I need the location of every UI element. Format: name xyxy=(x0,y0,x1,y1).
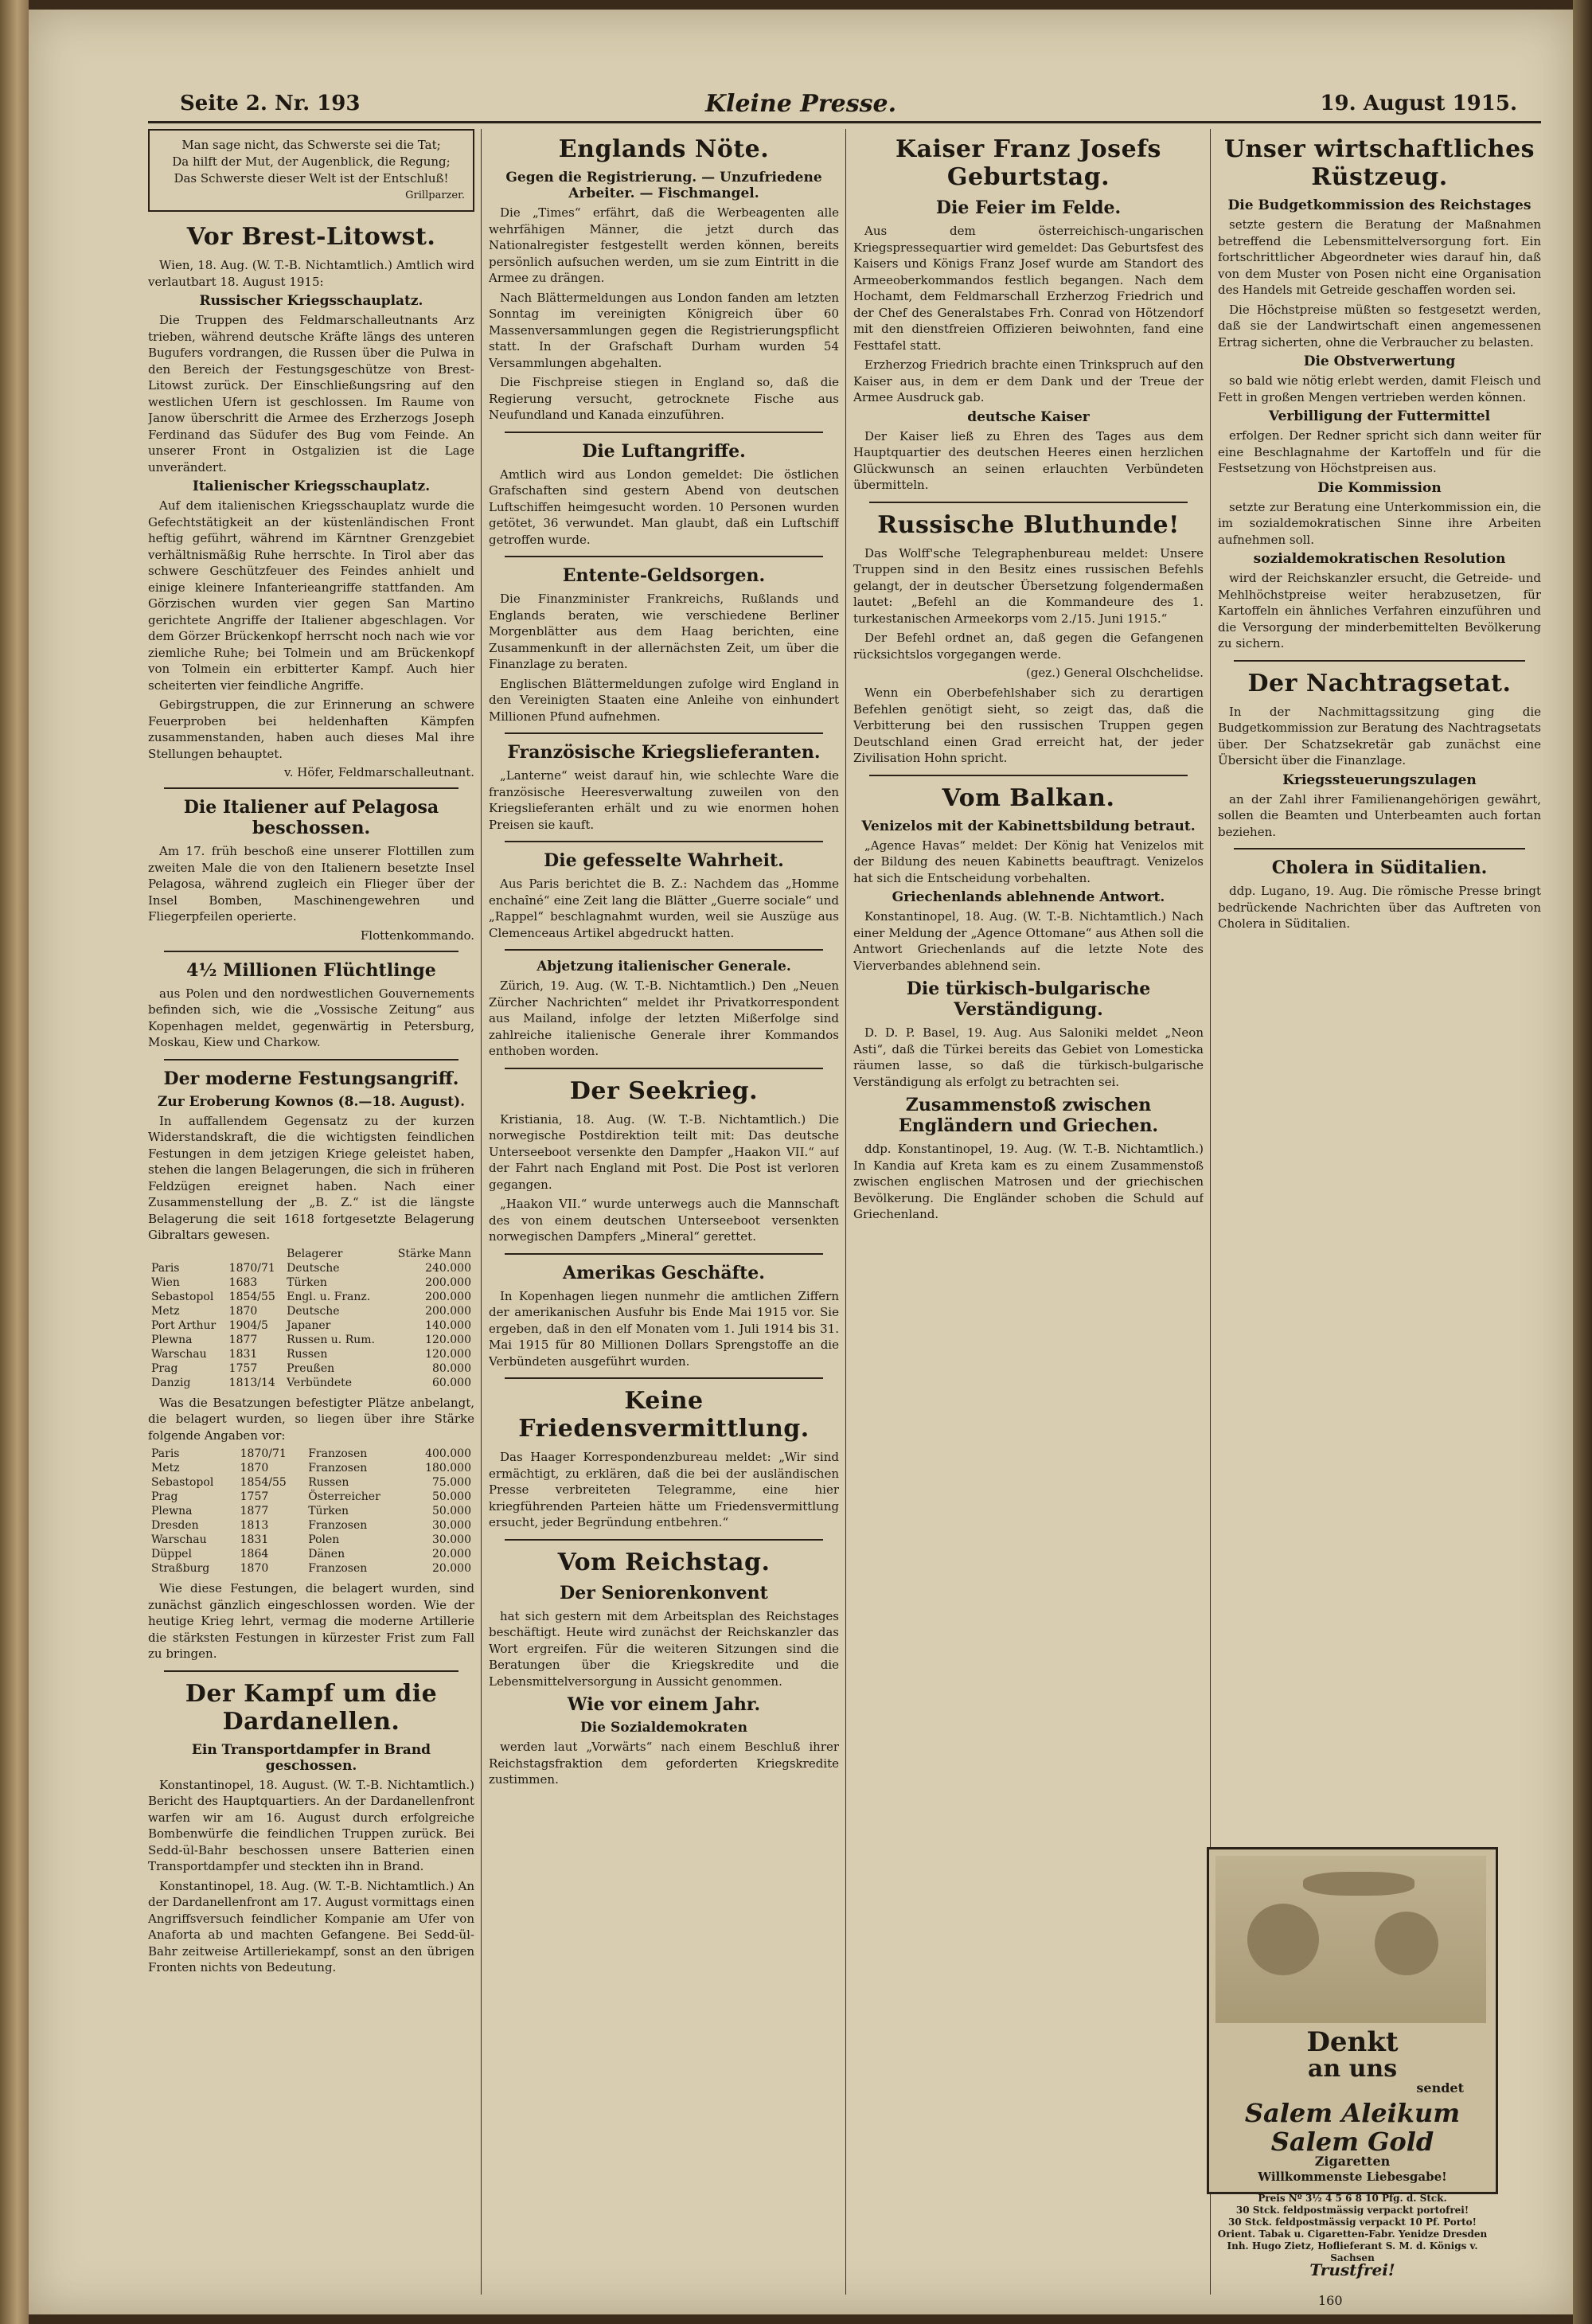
header-rule xyxy=(148,121,1541,123)
table-cell: 1683 xyxy=(228,1275,258,1289)
table-cell: Russen u. Rum. xyxy=(287,1333,375,1346)
article-separator xyxy=(505,949,823,951)
article-paragraph: Die Truppen des Feldmarschalleutnants Arz trieben, während deutsche Kräfte längs des unteren Bugufers vordrangen, die Russen über die Pulwa in den Bereich der Festungsgeschütze von Brest-Litowst zurück. Der Einschließungsring auf den westlichen Ufern ist geschlossen. Im Raume von Janow überschritt die Armee des Erzherzogs Joseph Ferdinand das Südufer des Bug vom Feinde. An unserer Front in Ostgalizien ist die Lage unverändert. xyxy=(148,313,474,475)
article-paragraph: Nach Blättermeldungen aus London fanden am letzten Sonntag im vereinigten Königreich über 60 Massenversammlungen gegen die Registrierungspflicht statt. In der Grafschaft Durham wurden 54 Versammlungen abgehalten. xyxy=(489,290,839,370)
article-separator xyxy=(505,1539,823,1541)
table-cell: 75.000 xyxy=(432,1476,471,1489)
article-separator xyxy=(505,1377,823,1379)
article-paragraph: Die Höchstpreise müßten so festgesetzt werden, daß sie der Landwirtschaft einen angemessenen Ertrag sicherten, ohne die Verbraucher zu belasten. xyxy=(1218,302,1541,350)
book-spine xyxy=(0,0,29,2324)
article-paragraph: Das Haager Korrespondenzbureau meldet: „Wir sind ermächtigt, zu erklären, daß die bei der ausländischen Presse verbreiteten Telegramme, eine hier kriegführenden Parteien hätte um Friedensvermittlung ersucht, jeder Begründung entbehren.“ xyxy=(489,1450,839,1529)
ad-shipping: 30 Stck. feldpostmässig verpackt portofrei! xyxy=(1235,2205,1469,2216)
table-row xyxy=(148,1504,474,1518)
table-cell: 1854/55 xyxy=(228,1290,275,1303)
subheading: Verbilligung der Futtermittel xyxy=(1268,408,1491,424)
table-cell: 1813/14 xyxy=(228,1376,275,1389)
headline: Der Kampf um die Dardanellen. xyxy=(185,1679,438,1736)
table-cell: 1904/5 xyxy=(228,1318,268,1332)
article-separator xyxy=(505,1253,823,1255)
table-header-cell: Stärke Mann xyxy=(397,1247,471,1260)
article-paragraph: Erzherzog Friedrich brachte einen Trinkspruch auf den Kaiser aus, in dem er dem Dank und der Treue der Armee Ausdruck gab. xyxy=(853,357,1204,404)
table-cell: Warschau xyxy=(151,1533,207,1546)
article-paragraph: In der Nachmittagssitzung ging die Budgetkommission zur Beratung des Nachtragsetats über. Der Schatzsekretär gab zunächst eine Übersicht über die Finanzlage. xyxy=(1218,704,1541,768)
headline: Die türkisch-bulgarische Verständigung. xyxy=(906,978,1151,1020)
table-row xyxy=(148,1318,474,1333)
table-cell: 1757 xyxy=(228,1361,258,1375)
article-paragraph: Amtlich wird aus London gemeldet: Die östlichen Grafschaften sind gestern Abend von deutschen Luftschiffen heimgesucht worden. 10 Personen wurden getötet, 36 verwundet. Man glaubt, daß ein Luftschiff getroffen wurde. xyxy=(489,467,839,547)
table-cell: Sebastopol xyxy=(151,1476,214,1489)
article-paragraph: Gebirgstruppen, die zur Erinnerung an schwere Feuerproben bei heldenhaften Kämpfen zusammenstanden, haben auch dieses Mal ihre Stellungen behauptet. xyxy=(148,697,474,761)
subheading: Die Feier im Felde. xyxy=(935,197,1122,218)
table-cell: Paris xyxy=(151,1447,180,1460)
page-number-label: Seite 2. Nr. 193 xyxy=(180,92,361,115)
subheading: Russischer Kriegsschauplatz. xyxy=(199,293,423,309)
article-paragraph: Am 17. früh beschoß eine unserer Flottillen zum zweiten Male die von den Italienern besetzte Insel Pelagosa, während zugleich ein Flieger über der Insel Bomben, Maschinengewehren und Fliegerpfeilen operierte. xyxy=(148,844,474,924)
ad-an-uns: an uns xyxy=(1307,2055,1398,2083)
table-cell: Russen xyxy=(308,1476,349,1489)
ad-shipping: 30 Stck. feldpostmässig verpackt 10 Pf. Porto! xyxy=(1228,2217,1477,2228)
ad-brand-gold: Salem Gold xyxy=(1270,2127,1434,2157)
epigraph-author: Grillparzer. xyxy=(405,189,465,201)
headline: Abjetzung italienischer Generale. xyxy=(537,959,791,975)
article-separator xyxy=(1234,660,1525,662)
table-row xyxy=(148,1261,474,1275)
article-paragraph: Konstantinopel, 18. Aug. (W. T.-B. Nichtamtlich.) Nach einer Meldung der „Agence Ottomane“ aus Athen soll die Antwort Griechenlands auf die letzte Note des Vierverbandes ablehnend sein. xyxy=(853,909,1204,973)
article-paragraph: hat sich gestern mit dem Arbeitsplan des Reichstages beschäftigt. Heute wird zunächst der Reichskanzler das Wort ergreifen. Für die weiteren Sitzungen sind die Beratungen über die Kriegskredite und die Lebensmittelversorgung in Aussicht genommen. xyxy=(489,1608,839,1689)
ad-details xyxy=(1207,2193,1498,2279)
article-paragraph: D. D. P. Basel, 19. Aug. Aus Saloniki meldet „Neon Asti“, daß die Türkei bereits das Gebiet von Lomesticka räumen lasse, so daß die türkisch-bulgarische Verständigung als erfolgt zu betrachten sei. xyxy=(853,1025,1204,1089)
table-cell: Verbündete xyxy=(287,1376,353,1389)
article-paragraph: Auf dem italienischen Kriegsschauplatz wurde die Gefechtstätigkeit an der küstenländischen Front heftig geführt, während im Kärntner Grenzgebiet verhältnismäßig Ruhe herrschte. In Tirol aber das schwere Geschützfeuer des Feindes anhielt und einige kleinere Infanterieangriffe stattfanden. Am Görzischen wurden vier gegen San Martino gerichtete Angriffe der Italiener abgeschlagen. Vor dem Görzer Brückenkopf herrscht noch nach wie vor ziemliche Ruhe; bei Tolmein und am Brückenkopf von Tolmein ein erbitterter Kampf. Auch hier scheiterten vier feindliche Angriffe. xyxy=(148,498,474,693)
table-cell: 120.000 xyxy=(425,1333,471,1346)
table-cell: 240.000 xyxy=(425,1261,471,1275)
article-paragraph: Zürich, 19. Aug. (W. T.-B. Nichtamtlich.) Den „Neuen Zürcher Nachrichten“ meldet ihr Privatkorrespondent aus Mailand, infolge der letzten Mißerfolge sind zahlreiche italienische Generale ihrer Kommandos enthoben worden. xyxy=(489,978,839,1058)
salem-aleikum-advertisement xyxy=(1207,1847,1498,2194)
table-cell: 30.000 xyxy=(432,1533,471,1546)
column-1 xyxy=(148,129,474,2295)
ad-brand-aleikum: Salem Aleikum xyxy=(1244,2098,1461,2128)
table-cell: 1854/55 xyxy=(240,1476,287,1489)
table-cell: 400.000 xyxy=(425,1447,471,1460)
headline: Amerikas Geschäfte. xyxy=(563,1262,765,1283)
headline: Der Seekrieg. xyxy=(569,1076,759,1105)
subheading: Ein Transportdampfer in Brand geschossen. xyxy=(191,1741,431,1774)
headline: Keine Friedensvermittlung. xyxy=(518,1387,810,1443)
issue-date: 19. August 1915. xyxy=(1320,92,1517,115)
subheading: sozialdemokratischen Resolution xyxy=(1253,551,1506,567)
article-paragraph: „Haakon VII.“ wurde unterwegs auch die Mannschaft des von einem deutschen Unterseeboot versenkten norwegischen Dampfers „Mineral“ gerettet. xyxy=(489,1197,839,1244)
column-divider xyxy=(845,129,846,2295)
headline: Cholera in Süditalien. xyxy=(1271,857,1488,878)
table-cell: Metz xyxy=(151,1304,180,1318)
table-cell: Franzosen xyxy=(308,1447,368,1460)
table-cell: 1870/71 xyxy=(240,1447,287,1460)
table-cell: Sebastopol xyxy=(151,1290,214,1303)
table-row xyxy=(148,1361,474,1376)
subheading: Die Sozialdemokraten xyxy=(580,1720,747,1736)
table-row xyxy=(148,1561,474,1576)
ad-owner: Inh. Hugo Zietz, Hoflieferant S. M. d. Königs v. Sachsen xyxy=(1227,2240,1478,2263)
table-cell: Wien xyxy=(151,1275,180,1289)
table-cell: 200.000 xyxy=(425,1304,471,1318)
zeppelin-figure xyxy=(1303,1872,1414,1896)
article-paragraph: „Agence Havas“ meldet: Der König hat Venizelos mit der Bildung des neuen Kabinetts beauftragt. Venizelos hat sich die Entscheidung vorbehalten. xyxy=(853,838,1204,885)
table-cell: 1831 xyxy=(240,1533,269,1546)
subheading: deutsche Kaiser xyxy=(967,408,1090,425)
table-cell: Plewna xyxy=(151,1505,193,1517)
subheading: Gegen die Registrierung. — Unzufriedene Arbeiter. — Fischmangel. xyxy=(505,170,822,201)
table-cell: 30.000 xyxy=(432,1519,471,1532)
sailor-figure xyxy=(1247,1904,1319,1975)
headline: Vom Reichstag. xyxy=(557,1548,771,1576)
signature: Flottenkommando. xyxy=(360,928,474,943)
table-header-row xyxy=(148,1247,474,1261)
ad-trustfrei: Trustfrei! xyxy=(1309,2260,1395,2279)
article-paragraph: Kristiania, 18. Aug. (W. T.-B. Nichtamtlich.) Die norwegische Postdirektion teilt mit: Das deutsche Unterseeboot versenkte den Dampfer „Haakon VII.“ auf der Fahrt nach England mit Post. Die Post ist verloren gegangen. xyxy=(489,1111,839,1192)
headline: Russische Bluthunde! xyxy=(877,510,1180,539)
article-paragraph: Was die Besatzungen befestigter Plätze anbelangt, die belagert wurden, so liegen über ihre Stärke folgende Angaben vor: xyxy=(148,1395,474,1443)
table-cell: 200.000 xyxy=(425,1275,471,1289)
table-cell: Port Arthur xyxy=(151,1318,217,1332)
article-separator xyxy=(164,787,458,789)
page-header xyxy=(29,85,1573,117)
column-divider xyxy=(481,129,482,2295)
table-cell: 20.000 xyxy=(432,1562,471,1575)
table-cell: Dänen xyxy=(308,1548,345,1560)
table-cell: 1864 xyxy=(240,1548,269,1560)
article-paragraph: setzte zur Beratung eine Unterkommission ein, die im sozialdemokratischen Sinne ihre Arbeiten aufnehmen soll. xyxy=(1218,499,1541,547)
table-cell: 20.000 xyxy=(432,1548,471,1560)
article-paragraph: Konstantinopel, 18. August. (W. T.-B. Nichtamtlich.) Bericht des Hauptquartiers. An der Dardanellenfront warfen wir am 16. August durch erfolgreiche Bombenwürfe die feindlichen Truppen zurück. Bei Sedd-ül-Bahr beschossen unsere Batterien einen Transportdampfer und steckten ihn in Brand. xyxy=(148,1777,474,1873)
ad-maker: Orient. Tabak u. Cigaretten-Fabr. Yenidze Dresden xyxy=(1217,2228,1488,2240)
signature: (gez.) General Olschchelidse. xyxy=(1025,666,1204,680)
table-cell: 1870 xyxy=(240,1562,269,1575)
article-paragraph: Die „Times“ erfährt, daß die Werbeagenten alle wehrfähigen Männer, die jetzt durch das Nationalregister festgestellt werden können, bereits persönlich aufsuchen werden, um sie zum Eintritt in die Armee zu drängen. xyxy=(489,205,839,285)
article-paragraph: Wie diese Festungen, die belagert wurden, sind zunächst gänzlich eingeschlossen worden. Wie der heutige Krieg lehrt, vermag die moderne Artillerie die stärksten Festungen in kürzester Frist zum Fall zu bringen. xyxy=(148,1581,474,1661)
table-cell: Türken xyxy=(287,1275,327,1289)
newspaper-page xyxy=(29,10,1573,2314)
table-row xyxy=(148,1347,474,1361)
subheading: Griechenlands ablehnende Antwort. xyxy=(892,889,1165,905)
column-3 xyxy=(853,129,1204,2295)
article-paragraph: Aus dem österreichisch-ungarischen Kriegspressequartier wird gemeldet: Das Geburtsfest des Kaisers und Königs Franz Josef wurde am Standort des Armeeoberkommandos festlich begangen. Nach dem Hochamt, dem Feldmarschall Erzherzog Friedrich und der Chef des Generalstabes Frh. Conrad von Hötzendorf mit den dienstfreien Offizieren beiwohnten, fand eine Festtafel statt. xyxy=(853,224,1204,353)
table-cell: 200.000 xyxy=(425,1290,471,1303)
subheading: Die Budgetkommission des Reichstages xyxy=(1227,197,1532,213)
article-separator xyxy=(869,502,1188,503)
table-row xyxy=(148,1447,474,1461)
table-cell: Plewna xyxy=(151,1333,193,1346)
epigraph-line: Man sage nicht, das Schwerste sei die Tat; xyxy=(181,138,441,152)
article-paragraph: aus Polen und den nordwestlichen Gouvernements befinden sich, wie die „Vossische Zeitung“ aus Kopenhagen meldet, gegenwärtig in Petersburg, Moskau, Kiew und Charkow. xyxy=(148,986,474,1049)
table-cell: 140.000 xyxy=(425,1318,471,1332)
article-paragraph: Englischen Blättermeldungen zufolge wird England in den Vereinigten Staaten eine Anleihe von einhundert Millionen Pfund aufnehmen. xyxy=(489,676,839,724)
table-cell: 1757 xyxy=(240,1490,269,1503)
article-separator xyxy=(1234,848,1525,850)
table-cell: Deutsche xyxy=(287,1304,340,1318)
epigraph-line: Da hilft der Mut, der Augenblick, die Regung; xyxy=(172,154,451,169)
subheading: Wie vor einem Jahr. xyxy=(567,1694,761,1715)
table-cell: Straßburg xyxy=(151,1562,210,1575)
article-paragraph: setzte gestern die Beratung der Maßnahmen betreffend die Lebensmittelversorgung fort. Ein fortschrittlicher Abgeordneter wies darauf hin, daß von dem Muster von Posen nicht eine Organisation des Handels mit Getreide geschaffen worden sei. xyxy=(1218,217,1541,297)
headline: Der moderne Festungsangriff. xyxy=(163,1068,459,1089)
table-row xyxy=(148,1461,474,1475)
article-paragraph: wird der Reichskanzler ersucht, die Getreide- und Mehlhöchstpreise weiter herabzusetzen, für Kartoffeln ein ähnliches Verfahren einzuführen und die Versorgung der minderbemittelten Bevölkerung zu sichern. xyxy=(1218,571,1541,650)
article-paragraph: Der Kaiser ließ zu Ehren des Tages aus dem Hauptquartier des deutschen Heeres einen herzlichen Glückwunsch an seinen erlauchten Verbündeten übermitteln. xyxy=(853,428,1204,492)
epigraph-box xyxy=(148,129,474,212)
article-separator xyxy=(505,732,823,734)
headline: Unser wirtschaftliches Rüstzeug. xyxy=(1223,135,1535,191)
table-cell: 50.000 xyxy=(432,1505,471,1517)
subheading: Der Seniorenkonvent xyxy=(560,1582,768,1603)
subheading: Die Obstverwertung xyxy=(1303,353,1456,369)
ad-denkt: Denkt xyxy=(1306,2026,1399,2058)
ad-price: Preis Nº 3½ 4 5 6 8 10 Pfg. d. Stck. xyxy=(1258,2193,1447,2204)
subheading: Italienischer Kriegsschauplatz. xyxy=(192,478,431,494)
ad-slogan: Willkommenste Liebesgabe! xyxy=(1258,2170,1447,2184)
sailors-illustration xyxy=(1215,1856,1486,2023)
table-row xyxy=(148,1475,474,1490)
table-cell: Franzosen xyxy=(308,1519,368,1532)
headline: Englands Nöte. xyxy=(558,135,770,163)
table-row xyxy=(148,1518,474,1533)
headline: Kaiser Franz Josefs Geburtstag. xyxy=(896,135,1161,191)
table-cell: 50.000 xyxy=(432,1490,471,1503)
table-cell: 1870/71 xyxy=(228,1261,275,1275)
table-row xyxy=(148,1376,474,1390)
table-header-cell xyxy=(148,1247,226,1261)
table-cell: Polen xyxy=(308,1533,340,1546)
table-cell: Deutsche xyxy=(287,1261,340,1275)
ad-product: Zigaretten xyxy=(1314,2154,1391,2169)
table-cell: Franzosen xyxy=(308,1462,368,1474)
article-paragraph: Konstantinopel, 18. Aug. (W. T.-B. Nichtamtlich.) An der Dardanellenfront am 17. August vormittags einen Angriffsversuch feindlicher Kompanie am Ufer von Anaforta ab und machten Gefangene. Bei Sedd-ül-Bahr zeitweise Artilleriekampf, sonst an den übrigen Fronten nichts von Bedeutung. xyxy=(148,1878,474,1974)
ad-sendet: sendet xyxy=(1416,2080,1464,2096)
table-row xyxy=(148,1290,474,1304)
subheading: Die Kommission xyxy=(1317,479,1442,496)
table-cell: Metz xyxy=(151,1462,180,1474)
table-cell: Prag xyxy=(151,1361,178,1375)
article-paragraph: ddp. Lugano, 19. Aug. Die römische Presse bringt bedrückende Nachrichten über das Auftreten von Cholera in Süditalien. xyxy=(1218,884,1541,931)
table-cell: 120.000 xyxy=(425,1347,471,1361)
table-cell: 1831 xyxy=(228,1347,258,1361)
table-cell: Warschau xyxy=(151,1347,207,1361)
article-paragraph: erfolgen. Der Redner spricht sich dann weiter für eine Beschlagnahme der Kartoffeln und für die Festsetzung von Höchstpreisen aus. xyxy=(1218,428,1541,475)
table-row xyxy=(148,1304,474,1318)
article-paragraph: Die Finanzminister Frankreichs, Rußlands und Englands beraten, wie verschiedene Berliner Morgenblätter aus dem Haag berichten, eine Zusammenkunft in der allernächsten Zeit, um über die Finanzlage zu beraten. xyxy=(489,592,839,671)
table-header-cell: Belagerer xyxy=(287,1247,343,1260)
table-cell: Paris xyxy=(151,1261,180,1275)
article-paragraph: In Kopenhagen liegen nunmehr die amtlichen Ziffern der amerikanischen Ausfuhr bis Ende Mai 1915 vor. Sie ergeben, daß in den elf Monaten vom 1. Juli 1914 bis 31. Mai 1915 für 80 Millionen Dollars Sprengstoffe an die Verbündeten ausgeführt wurden. xyxy=(489,1288,839,1369)
table-row xyxy=(148,1275,474,1290)
table-cell: Engl. u. Franz. xyxy=(287,1290,371,1303)
article-paragraph: an der Zahl ihrer Familienangehörigen gewährt, sollen die Beamten und Unterbeamten auch fortan beziehen. xyxy=(1218,791,1541,839)
headline: Die gefesselte Wahrheit. xyxy=(544,850,784,871)
headline: 4½ Millionen Flüchtlinge xyxy=(186,959,436,981)
table-cell: Österreicher xyxy=(308,1490,380,1503)
article-paragraph: Wien, 18. Aug. (W. T.-B. Nichtamtlich.) Amtlich wird verlautbart 18. August 1915: xyxy=(148,258,474,289)
table-cell: Türken xyxy=(308,1505,349,1517)
article-separator xyxy=(164,1670,458,1672)
headline: Zusammenstoß zwischen Engländern und Griechen. xyxy=(898,1095,1159,1136)
subheading: Zur Eroberung Kownos (8.—18. August). xyxy=(157,1093,466,1110)
table-cell: Russen xyxy=(287,1347,328,1361)
page-edge xyxy=(1573,0,1592,2324)
table-cell: 60.000 xyxy=(432,1376,471,1389)
masthead: Kleine Presse. xyxy=(704,90,897,118)
table-cell: 180.000 xyxy=(425,1462,471,1474)
article-paragraph: Wenn ein Oberbefehlshaber sich zu derartigen Befehlen genötigt sieht, so zeigt das, daß die Verbitterung bei den russischen Truppen gegen Deutschland einen Grad erreicht hat, der jeder Zivilisation Hohn spricht. xyxy=(853,685,1204,765)
table-cell: Preußen xyxy=(287,1361,335,1375)
article-paragraph: werden laut „Vorwärts“ nach einem Beschluß ihrer Reichstagsfraktion dem geforderten Kriegskredite zustimmen. xyxy=(489,1740,839,1787)
column-2 xyxy=(489,129,839,2295)
table-cell: Franzosen xyxy=(308,1562,368,1575)
siege-table xyxy=(148,1247,474,1390)
table-cell: 1877 xyxy=(240,1505,269,1517)
article-paragraph: Aus Paris berichtet die B. Z.: Nachdem das „Homme enchaîné“ eine Zeit lang die Blätter „Guerre sociale“ und „Rappel“ beschlagnahmt wurden, weil sie Auszüge aus Clemenceaus Artikel abgedruckt hatten. xyxy=(489,877,839,940)
article-paragraph: ddp. Konstantinopel, 19. Aug. (W. T.-B. Nichtamtlich.) In Kandia auf Kreta kam es zu einem Zusammenstoß zwischen englischen Matrosen und der griechischen Bevölkerung. Die Engländer schoben die Schuld auf Griechenland. xyxy=(853,1142,1204,1221)
article-separator xyxy=(505,1068,823,1069)
table-row xyxy=(148,1490,474,1504)
table-row xyxy=(148,1333,474,1347)
headline: Die Luftangriffe. xyxy=(582,440,746,462)
signature: v. Höfer, Feldmarschalleutnant. xyxy=(284,765,474,779)
subheading: Kriegssteuerungszulagen xyxy=(1282,771,1477,788)
column-4 xyxy=(1218,129,1541,1920)
article-paragraph: In auffallendem Gegensatz zu der kurzen Widerstandskraft, die die wichtigsten feindlichen Festungen in dem jetzigen Kriege geleistet haben, stehen die langen Belagerungen, die sich in früheren Feldzügen ereignet haben. Nach einer Zusammenstellung der „B. Z.“ ist die längste Belagerung die seit 1618 fortgesetzte Belagerung Gibraltars gewesen. xyxy=(148,1113,474,1242)
article-paragraph: so bald wie nötig erlebt werden, damit Fleisch und Fett in großen Mengen vertrieben werden können. xyxy=(1218,373,1541,404)
headline: Entente-Geldsorgen. xyxy=(562,565,766,586)
table-header-cell xyxy=(226,1247,283,1261)
headline: Vom Balkan. xyxy=(942,783,1115,812)
table-cell: Dresden xyxy=(151,1519,199,1532)
table-row xyxy=(148,1547,474,1561)
headline: Die Italiener auf Pelagosa beschossen. xyxy=(183,797,439,838)
epigraph-line: Das Schwerste dieser Welt ist der Entschluß! xyxy=(174,171,449,186)
table-cell: 1813 xyxy=(240,1519,269,1532)
subheading: Venizelos mit der Kabinettsbildung betraut. xyxy=(861,818,1196,834)
sailor-figure xyxy=(1375,1912,1438,1975)
article-paragraph: Das Wolff'sche Telegraphenbureau meldet: Unsere Truppen sind in den Besitz eines russischen Befehls gelangt, der in deutscher Übersetzung folgendermaßen lautet: „Befehl an die Kommandeure des 1. turkestanischen Armeekorps vom 2./15. Juni 1915.“ xyxy=(853,545,1204,626)
footer-page-number: 160 xyxy=(1318,2293,1343,2308)
table-cell: Düppel xyxy=(151,1548,192,1560)
table-cell: Prag xyxy=(151,1490,178,1503)
article-separator xyxy=(505,556,823,557)
article-separator xyxy=(164,951,458,952)
table-cell: 1877 xyxy=(228,1333,258,1346)
article-paragraph: Der Befehl ordnet an, daß gegen die Gefangenen rücksichtslos vorgegangen werde. xyxy=(853,631,1204,662)
table-cell: 1870 xyxy=(240,1462,269,1474)
article-paragraph: Die Fischpreise stiegen in England so, daß die Regierung versucht, getrocknete Fische aus Neufundland und Kanada einzuführen. xyxy=(489,375,839,422)
headline: Vor Brest-Litowst. xyxy=(186,223,436,251)
article-separator xyxy=(869,775,1188,776)
table-cell: 1870 xyxy=(228,1304,258,1318)
table-row xyxy=(148,1533,474,1547)
article-paragraph: „Lanterne“ weist darauf hin, wie schlechte Ware die französische Heeresverwaltung zuweilen von den Kriegslieferanten erhält und zu wie enormen hohen Preisen sie kauft. xyxy=(489,768,839,832)
table-cell: Danzig xyxy=(151,1376,191,1389)
article-separator xyxy=(505,841,823,842)
garrison-table xyxy=(148,1447,474,1576)
headline: Der Nachtragsetat. xyxy=(1247,669,1512,697)
table-cell: Japaner xyxy=(287,1318,331,1332)
headline: Französische Kriegslieferanten. xyxy=(507,742,821,763)
table-cell: 80.000 xyxy=(432,1361,471,1375)
article-separator xyxy=(505,432,823,433)
article-separator xyxy=(164,1059,458,1060)
